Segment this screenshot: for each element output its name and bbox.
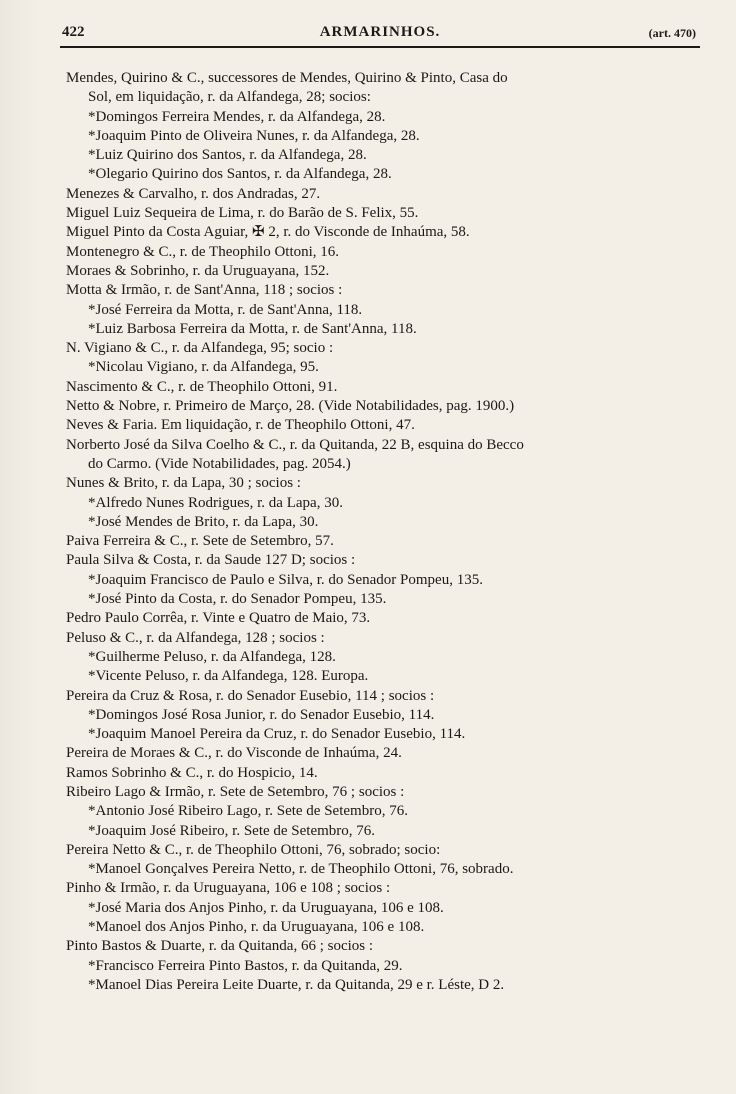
- entry-subline: *Domingos Ferreira Mendes, r. da Alfandega, 28.: [88, 108, 386, 125]
- page-edge-shading: [0, 0, 40, 1094]
- entry-subline: *Joaquim Manoel Pereira da Cruz, r. do Senador Eusebio, 114.: [88, 726, 466, 743]
- entry-line: Pinho & Irmão, r. da Uruguayana, 106 e 108 ; socios :: [66, 880, 391, 897]
- entry-line: Neves & Faria. Em liquidação, r. de Theophilo Ottoni, 47.: [66, 417, 415, 434]
- entry-subline: *Nicolau Vigiano, r. da Alfandega, 95.: [88, 359, 319, 376]
- entry-line: Paula Silva & Costa, r. da Saude 127 D; socios :: [66, 552, 356, 569]
- entry-subline: *Luiz Barbosa Ferreira da Motta, r. de Sant'Anna, 118.: [88, 320, 417, 337]
- entry-line: Ramos Sobrinho & C., r. do Hospicio, 14.: [66, 764, 318, 781]
- entry-subline: *Domingos José Rosa Junior, r. do Senador Eusebio, 114.: [88, 706, 435, 723]
- entry-line: Nascimento & C., r. de Theophilo Ottoni, 91.: [66, 378, 338, 395]
- entry-subline: *Alfredo Nunes Rodrigues, r. da Lapa, 30.: [88, 494, 343, 511]
- entry-subline: *José Ferreira da Motta, r. de Sant'Anna, 118.: [88, 301, 363, 318]
- entry-subline: *Manoel Dias Pereira Leite Duarte, r. da Quitanda, 29 e r. Léste, D 2.: [88, 976, 505, 993]
- entry-subline: Sol, em liquidação, r. da Alfandega, 28; socios:: [88, 89, 371, 106]
- entry-line: Mendes, Quirino & C., successores de Mendes, Quirino & Pinto, Casa do: [66, 70, 508, 86]
- entry-line: Miguel Luiz Sequeira de Lima, r. do Barão de S. Felix, 55.: [66, 205, 419, 222]
- page-number: 422: [62, 24, 85, 40]
- entry-subline: *Vicente Peluso, r. da Alfandega, 128. Europa.: [88, 668, 369, 685]
- entry-line: Pedro Paulo Corrêa, r. Vinte e Quatro de Maio, 73.: [66, 610, 371, 627]
- entry-line: Paiva Ferreira & C., r. Sete de Setembro, 57.: [66, 533, 334, 550]
- entry-subline: do Carmo. (Vide Notabilidades, pag. 2054.): [88, 455, 351, 472]
- entry-list: [66, 69, 706, 995]
- entry-line: Moraes & Sobrinho, r. da Uruguayana, 152.: [66, 262, 330, 279]
- entry-subline: *José Mendes de Brito, r. da Lapa, 30.: [88, 513, 319, 530]
- entry-line: Ribeiro Lago & Irmão, r. Sete de Setembro, 76 ; socios :: [66, 783, 405, 800]
- entry-subline: *Guilherme Peluso, r. da Alfandega, 128.: [88, 648, 336, 665]
- entry-subline: *José Maria dos Anjos Pinho, r. da Uruguayana, 106 e 108.: [88, 899, 444, 916]
- entry-subline: *Luiz Quirino dos Santos, r. da Alfandega, 28.: [88, 147, 367, 164]
- entry-subline: *Olegario Quirino dos Santos, r. da Alfandega, 28.: [88, 166, 392, 183]
- entry-line: Pereira Netto & C., r. de Theophilo Ottoni, 76, sobrado; socio:: [66, 841, 441, 858]
- entry-subline: *Joaquim Francisco de Paulo e Silva, r. do Senador Pompeu, 135.: [88, 571, 483, 588]
- entry-subline: *Manoel dos Anjos Pinho, r. da Uruguayana, 106 e 108.: [88, 919, 425, 936]
- entry-subline: *Antonio José Ribeiro Lago, r. Sete de Setembro, 76.: [88, 803, 408, 820]
- article-reference: (art. 470): [648, 26, 696, 40]
- entry-line: Netto & Nobre, r. Primeiro de Março, 28. (Vide Notabilidades, pag. 1900.): [66, 398, 515, 415]
- entry-line: Motta & Irmão, r. de Sant'Anna, 118 ; socios :: [66, 282, 343, 299]
- page-header: [60, 22, 700, 46]
- entry-subline: *Francisco Ferreira Pinto Bastos, r. da Quitanda, 29.: [88, 957, 403, 974]
- entry-line: Pereira de Moraes & C., r. do Visconde de Inhaúma, 24.: [66, 745, 402, 762]
- entry-line: Peluso & C., r. da Alfandega, 128 ; socios :: [66, 629, 325, 646]
- entry-line: Montenegro & C., r. de Theophilo Ottoni, 16.: [66, 243, 340, 260]
- entry-line: Miguel Pinto da Costa Aguiar, ✠ 2, r. do Visconde de Inhaúma, 58.: [66, 224, 470, 241]
- entry-subline: *Joaquim José Ribeiro, r. Sete de Setembro, 76.: [88, 822, 376, 839]
- entry-subline: *Manoel Gonçalves Pereira Netto, r. de Theophilo Ottoni, 76, sobrado.: [88, 861, 514, 878]
- entry-line: N. Vigiano & C., r. da Alfandega, 95; socio :: [66, 340, 334, 357]
- page-title: ARMARINHOS.: [319, 24, 441, 40]
- entry-line: Menezes & Carvalho, r. dos Andradas, 27.: [66, 185, 321, 202]
- entry-subline: *Joaquim Pinto de Oliveira Nunes, r. da Alfandega, 28.: [88, 127, 420, 144]
- entry-line: Nunes & Brito, r. da Lapa, 30 ; socios :: [66, 475, 301, 492]
- entry-line: Pereira da Cruz & Rosa, r. do Senador Eusebio, 114 ; socios :: [66, 687, 435, 704]
- entry-line: Norberto José da Silva Coelho & C., r. da Quitanda, 22 B, esquina do Becco: [66, 436, 524, 453]
- header-rule: [60, 46, 700, 48]
- entry-line: Pinto Bastos & Duarte, r. da Quitanda, 66 ; socios :: [66, 938, 374, 955]
- entry-subline: *José Pinto da Costa, r. do Senador Pompeu, 135.: [88, 591, 387, 608]
